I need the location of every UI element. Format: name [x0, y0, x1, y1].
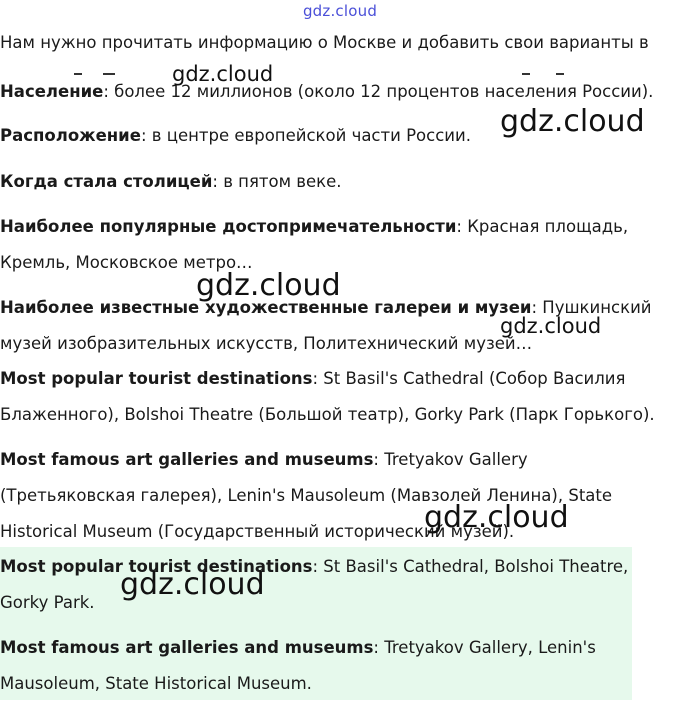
fact-label: Население: [0, 82, 104, 101]
watermark: gdz.cloud: [500, 314, 602, 338]
fact-label: Наиболее популярные достопримечательности: [0, 217, 457, 236]
fact-label: Most popular tourist destinations: [0, 369, 313, 388]
fact-text: : Красная площадь, Кремль, Московское метро…: [0, 217, 629, 272]
fact-text: : в пятом веке.: [212, 172, 342, 191]
fact-text: : Tretyakov Gallery (Третьяковская галерея), Lenin's Mausoleum (Мавзолей Ленина), State Historical Museum (Государственный исторический музей).: [0, 450, 613, 541]
fact-label: Когда стала столицей: [0, 172, 213, 191]
fact-text: : более 12 миллионов (около 12 процентов населения России).: [103, 82, 654, 101]
answer-art-galleries: [0, 630, 660, 702]
top-watermark: gdz.cloud: [302, 2, 378, 20]
fact-text: : St Basil's Cathedral (Собор Василия Блаженного), Bolshoi Theatre (Большой театр), Gorky Park (Парк Горького).: [0, 369, 655, 424]
fact-label: Расположение: [0, 126, 141, 145]
answer-text: : St Basil's Cathedral, Bolshoi Theatre, Gorky Park.: [0, 557, 629, 612]
watermark: gdz.cloud: [500, 104, 645, 139]
fact-text: : Пушкинский музей изобразительных искусств, Политехнический музей…: [0, 298, 652, 353]
fact-capital: [0, 164, 660, 200]
watermark: gdz.cloud: [424, 500, 569, 535]
fact-text: : в центре европейской части России.: [140, 126, 471, 145]
watermark: gdz.cloud: [120, 567, 265, 602]
fact-label: Наиболее известные художественные галереи и музеи: [0, 298, 532, 317]
answer-label: Most famous art galleries and museums: [0, 638, 374, 657]
watermark: gdz.cloud: [196, 268, 341, 303]
fact-label: Most famous art galleries and museums: [0, 450, 374, 469]
answer-tourist-destinations: [0, 549, 660, 621]
answer-label: Most popular tourist destinations: [0, 557, 313, 576]
fact-tourist-destinations: [0, 361, 660, 433]
watermark: gdz.cloud: [172, 62, 274, 86]
answer-text: : Tretyakov Gallery, Lenin's Mausoleum, State Historical Museum.: [0, 638, 596, 693]
intro-text: Нам нужно прочитать информацию о Москве и добавить свои варианты в: [0, 33, 649, 52]
